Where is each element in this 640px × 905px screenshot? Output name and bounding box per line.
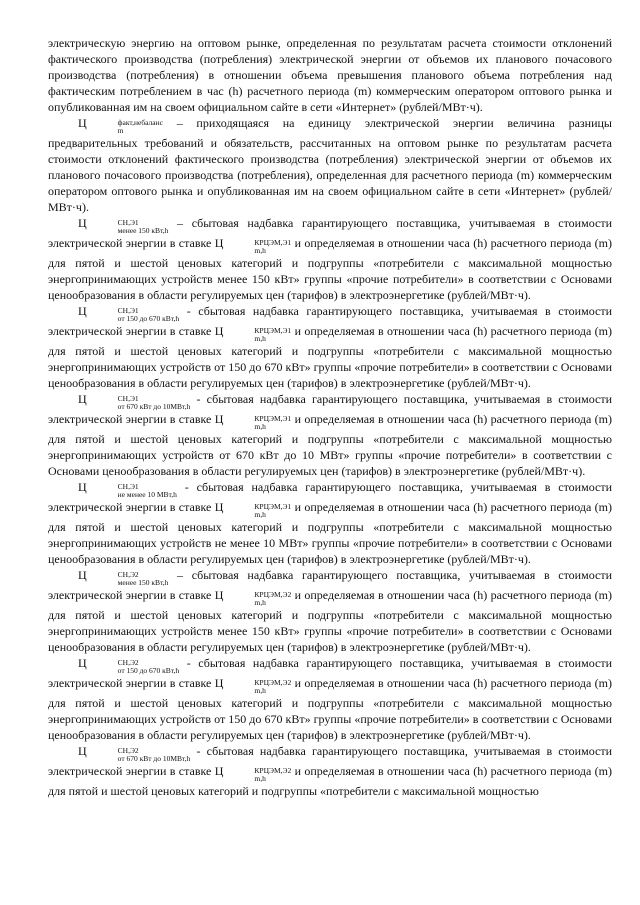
symbol-sup: СН,Э2 — [117, 746, 139, 755]
symbol-sup: КРЦЭМ,Э2 — [254, 590, 292, 599]
definition-markup-e1-670-10mw — [48, 391, 612, 479]
symbol-sub: m,h — [254, 774, 266, 783]
inline-math-symbol — [214, 412, 292, 431]
definition-text-part1: - сбытовая надбавка гарантирующего поставщика, учитываемая в стоимости электрической энергии в ставке — [48, 656, 612, 690]
inline-math-symbol — [214, 764, 292, 783]
symbol-base: Ц — [214, 500, 224, 514]
math-symbol — [78, 304, 180, 323]
symbol-base: Ц — [78, 744, 87, 758]
symbol-sup: СН,Э1 — [117, 482, 139, 491]
symbol-sub: m,h — [254, 686, 266, 695]
inline-math-symbol — [214, 500, 292, 519]
definition-markup-e1-over-10mw — [48, 479, 612, 567]
math-symbol — [78, 480, 177, 499]
symbol-base: Ц — [78, 304, 87, 318]
symbol-sub: m,h — [254, 334, 266, 343]
definition-markup-e1-150-670 — [48, 303, 612, 391]
symbol-sup: КРЦЭМ,Э2 — [254, 766, 292, 775]
definition-text-part1: - сбытовая надбавка гарантирующего поставщика, учитываемая в стоимости электрической энергии в ставке — [48, 744, 612, 778]
symbol-sup: факт,небаланс — [117, 118, 163, 127]
symbol-sub: от 150 до 670 кВт,h — [117, 314, 180, 323]
math-symbol — [78, 568, 169, 587]
symbol-sub: менее 150 кВт,h — [117, 578, 169, 587]
definition-text-part2: и определяемая в отношении часа (h) расчетного периода (m) для пятой и шестой ценовых категорий и подгруппы «потребители с максимальной мощностью энергопринимающих устройств не менее 10 МВт» группы «прочие потребители» в соответствии с Основами ценообразования в области регулируемых цен (тарифов) в электроэнергетике (рублей/МВт·ч). — [48, 500, 612, 566]
inline-math-symbol — [214, 588, 292, 607]
definition-text-part1: - сбытовая надбавка гарантирующего поставщика, учитываемая в стоимости электрической энергии в ставке — [48, 480, 612, 514]
definition-text-part1: – сбытовая надбавка гарантирующего поставщика, учитываемая в стоимости электрической энергии в ставке — [48, 216, 612, 250]
symbol-sup: КРЦЭМ,Э2 — [254, 678, 292, 687]
symbol-sub: m,h — [254, 510, 266, 519]
inline-math-symbol — [214, 676, 292, 695]
symbol-base: Ц — [214, 764, 224, 778]
math-symbol — [78, 744, 191, 763]
symbol-sup: КРЦЭМ,Э1 — [254, 238, 292, 247]
symbol-base: Ц — [78, 392, 87, 406]
symbol-base: Ц — [78, 216, 87, 230]
definition-fact-imbalance — [48, 115, 612, 215]
symbol-sub: от 150 до 670 кВт,h — [117, 666, 180, 675]
symbol-sub: не менее 10 МВт,h — [117, 490, 177, 499]
symbol-sub: от 670 кВт до 10МВт,h — [117, 402, 191, 411]
definition-text-part1: – сбытовая надбавка гарантирующего поставщика, учитываемая в стоимости электрической энергии в ставке — [48, 568, 612, 602]
symbol-sub: m,h — [254, 422, 266, 431]
paragraph-continuation: электрическую энергию на оптовом рынке, определенная по результатам расчета стоимости отклонений фактического производства (потребления) электрической энергии от объемов их планового почасового производства (потребления) в отношении объема превышения планового объема потребления над фактическим потреблением в час (h) расчетного периода (m) коммерческим оператором оптового рынка и опубликованная им на своем официальном сайте в сети «Интернет» (рублей/МВт·ч). — [48, 36, 612, 114]
symbol-base: Ц — [214, 236, 224, 250]
definition-markup-e2-670-10mw — [48, 743, 612, 799]
inline-math-symbol — [214, 236, 292, 255]
symbol-base: Ц — [214, 412, 224, 426]
math-symbol — [78, 656, 180, 675]
definition-text-part2: и определяемая в отношении часа (h) расчетного периода (m) для пятой и шестой ценовых категорий и подгруппы «потребители с максимальной мощностью энергопринимающих устройств от 670 кВт до 10 МВт» группы «прочие потребители» в соответствии с Основами ценообразования в области регулируемых цен (тарифов) в электроэнергетике (рублей/МВт·ч). — [48, 412, 612, 478]
symbol-sup: КРЦЭМ,Э1 — [254, 414, 292, 423]
math-symbol — [78, 392, 191, 411]
definition-text-part2: и определяемая в отношении часа (h) расчетного периода (m) для пятой и шестой ценовых категорий и подгруппы «потребители с максимальной мощностью энергопринимающих устройств менее 150 кВт» группы «прочие потребители» в соответствии с Основами ценообразования в области регулируемых цен (тарифов) в электроэнергетике (рублей/МВт·ч). — [48, 588, 612, 654]
definition-text-part1: - сбытовая надбавка гарантирующего поставщика, учитываемая в стоимости электрической энергии в ставке — [48, 392, 612, 426]
definition-text: – приходящаяся на единицу электрической энергии величина разницы предварительных требований и обязательств, рассчитанных на оптовом рынке по результатам расчета стоимости отклонений фактического производства (потребления) электрической энергии от объемов их планового почасового производства (потребления), определенная для расчетного периода (m) коммерческим оператором оптового рынка и опубликованная им на своем официальном сайте в сети «Интернет» (рублей/МВт·ч). — [48, 116, 612, 214]
symbol-sub: m,h — [254, 598, 266, 607]
symbol-base: Ц — [214, 588, 224, 602]
definition-text-part2: и определяемая в отношении часа (h) расчетного периода (m) для пятой и шестой ценовых категорий и подгруппы «потребители с максимальной мощностью — [48, 764, 612, 798]
symbol-sup: СН,Э2 — [117, 570, 139, 579]
symbol-base: Ц — [78, 656, 87, 670]
symbol-sub: m,h — [254, 246, 266, 255]
symbol-base: Ц — [78, 480, 87, 494]
definition-markup-e1-under-150 — [48, 215, 612, 303]
inline-math-symbol — [214, 324, 292, 343]
symbol-base: Ц — [214, 676, 224, 690]
symbol-sup: СН,Э2 — [117, 658, 139, 667]
definition-text-part2: и определяемая в отношении часа (h) расчетного периода (m) для пятой и шестой ценовых категорий и подгруппы «потребители с максимальной мощностью энергопринимающих устройств от 150 до 670 кВт» группы «прочие потребители» в соответствии с Основами ценообразования в области регулируемых цен (тарифов) в электроэнергетике (рублей/МВт·ч). — [48, 324, 612, 390]
symbol-sup: СН,Э1 — [117, 306, 139, 315]
definition-text-part1: - сбытовая надбавка гарантирующего поставщика, учитываемая в стоимости электрической энергии в ставке — [48, 304, 612, 338]
symbol-sup: СН,Э1 — [117, 218, 139, 227]
definition-text-part2: и определяемая в отношении часа (h) расчетного периода (m) для пятой и шестой ценовых категорий и подгруппы «потребители с максимальной мощностью энергопринимающих устройств от 150 до 670 кВт» группы «прочие потребители» в соответствии с Основами ценообразования в области регулируемых цен (тарифов) в электроэнергетике (рублей/МВт·ч). — [48, 676, 612, 742]
symbol-sup: КРЦЭМ,Э1 — [254, 502, 292, 511]
symbol-base: Ц — [78, 116, 87, 130]
definition-text-part2: и определяемая в отношении часа (h) расчетного периода (m) для пятой и шестой ценовых категорий и подгруппы «потребители с максимальной мощностью энергопринимающих устройств менее 150 кВт» группы «прочие потребители» в соответствии с Основами ценообразования в области регулируемых цен (тарифов) в электроэнергетике (рублей/МВт·ч). — [48, 236, 612, 302]
symbol-base: Ц — [214, 324, 224, 338]
symbol-base: Ц — [78, 568, 87, 582]
symbol-sub: от 670 кВт до 10МВт,h — [117, 754, 191, 763]
definition-markup-e2-under-150 — [48, 567, 612, 655]
symbol-sup: СН,Э1 — [117, 394, 139, 403]
math-symbol — [78, 116, 163, 135]
symbol-sup: КРЦЭМ,Э1 — [254, 326, 292, 335]
definition-markup-e2-150-670 — [48, 655, 612, 743]
symbol-sub: менее 150 кВт,h — [117, 226, 169, 235]
symbol-sub: m — [117, 126, 124, 135]
math-symbol — [78, 216, 169, 235]
